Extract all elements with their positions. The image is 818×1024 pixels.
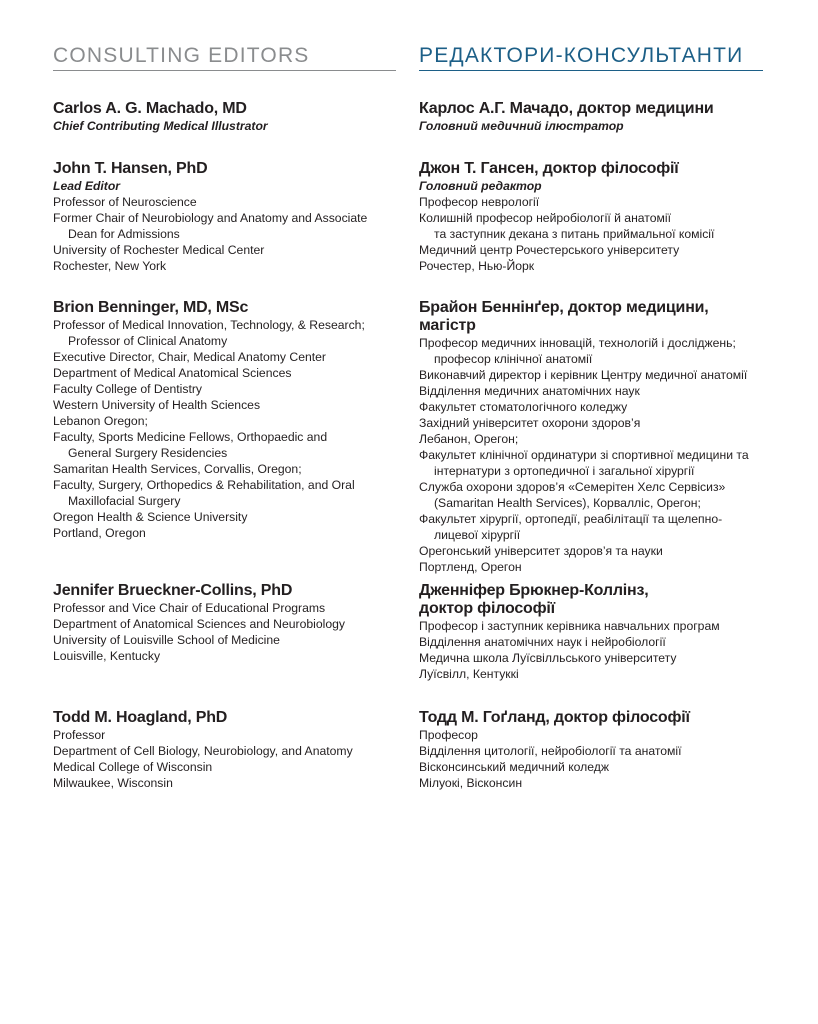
affiliation-line: Professor of Clinical Anatomy [68,334,228,348]
editor-name: Carlos A. G. Machado, MD [53,100,247,117]
editor-name: Карлос А.Г. Мачадо, доктор медицини [419,100,714,117]
affiliation-line: University of Rochester Medical Center [53,243,265,257]
affiliation-line: University of Louisville School of Medicine [53,633,280,647]
affiliation-line: Колишній професор нейробіології й анатомії [419,211,672,225]
affiliation-line: Відділення анатомічних наук і нейробіології [419,635,666,649]
affiliation-line: (Samaritan Health Services), Корвалліс, Орегон; [434,496,701,510]
affiliation-line: Professor of Medical Innovation, Technology, & Research; [53,318,365,332]
affiliation-line: Samaritan Health Services, Corvallis, Oregon; [53,462,302,476]
affiliation-line: Лебанон, Орегон; [419,432,519,446]
editor-name-continued: магістр [419,317,476,334]
affiliation-line: Louisville, Kentucky [53,649,161,663]
editor-entry-hansen-uk [419,160,764,274]
editor-role: Головний редактор [419,179,542,193]
affiliation-line: General Surgery Residencies [68,446,228,460]
editor-name: Todd M. Hoagland, PhD [53,709,228,726]
editor-name: Brion Benninger, MD, MSc [53,299,249,316]
editor-affiliations [419,335,764,575]
editor-role: Lead Editor [53,179,121,193]
editor-affiliations [419,727,764,791]
affiliation-line: Факультет клінічної ординатури зі спортивної медицини та [419,448,749,462]
affiliation-line: Lebanon Oregon; [53,414,148,428]
editor-entry-hansen-en [53,160,403,274]
affiliation-line: Відділення медичних анатомічних наук [419,384,640,398]
affiliation-line: Луїсвілл, Кентуккі [419,667,519,681]
affiliation-line: Portland, Oregon [53,526,146,540]
editor-affiliations [53,194,403,274]
editor-name: John T. Hansen, PhD [53,160,208,177]
affiliation-line: Oregon Health & Science University [53,510,248,524]
affiliation-line: професор клінічної анатомії [434,352,593,366]
affiliation-line: Професор неврології [419,195,540,209]
affiliation-line: Медична школа Луїсвілльського університету [419,651,677,665]
editor-role: Chief Contributing Medical Illustrator [53,119,268,133]
affiliation-line: Професор [419,728,478,742]
affiliation-line: Вісконсинський медичний коледж [419,760,610,774]
affiliation-line: Портленд, Орегон [419,560,522,574]
editor-name: Джон Т. Гансен, доктор філософії [419,160,679,177]
editor-entry-hoagland-uk [419,709,764,791]
affiliation-line: лицевої хірургії [434,528,521,542]
affiliation-line: Медичний центр Рочестерського університету [419,243,680,257]
editor-affiliations [53,727,403,791]
affiliation-line: Рочестер, Нью-Йорк [419,259,535,273]
editor-entry-machado-en [53,100,403,134]
affiliation-line: Department of Cell Biology, Neurobiology, and Anatomy [53,744,353,758]
affiliation-line: Орегонський університет здоров’я та науки [419,544,663,558]
affiliation-line: Служба охорони здоров’я «Семерітен Хелс Сервісиз» [419,480,726,494]
editor-name: Дженніфер Брюкнер-Коллінз, [419,582,649,599]
editor-name: Брайон Беннінґер, доктор медицини, [419,299,709,316]
editor-affiliations [53,317,403,541]
affiliation-line: Faculty, Sports Medicine Fellows, Orthopaedic and [53,430,328,444]
editor-entry-benninger-en [53,299,403,541]
editor-entry-hoagland-en [53,709,403,791]
affiliation-line: Department of Medical Anatomical Sciences [53,366,292,380]
editor-affiliations [419,194,764,274]
affiliation-line: Professor [53,728,106,742]
affiliation-line: Professor and Vice Chair of Educational Programs [53,601,326,615]
affiliation-line: Faculty, Surgery, Orthopedics & Rehabilitation, and Oral [53,478,355,492]
section-title-english: CONSULTING EDITORS [53,44,396,71]
affiliation-line: Виконавчий директор і керівник Центру медичної анатомії [419,368,748,382]
affiliation-line: Maxillofacial Surgery [68,494,181,508]
affiliation-line: Department of Anatomical Sciences and Neurobiology [53,617,345,631]
editor-role: Головний медичний ілюстратор [419,119,624,133]
affiliation-line: Professor of Neuroscience [53,195,197,209]
editor-name: Jennifer Brueckner-Collins, PhD [53,582,293,599]
editor-entry-benninger-uk [419,299,764,575]
affiliation-line: та заступник декана з питань приймальної комісії [434,227,715,241]
editor-name-continued: доктор філософії [419,600,555,617]
affiliation-line: Dean for Admissions [68,227,180,241]
editor-entry-machado-uk [419,100,764,134]
affiliation-line: Milwaukee, Wisconsin [53,776,173,790]
affiliation-line: Medical College of Wisconsin [53,760,213,774]
editor-name: Тодд М. Гоґланд, доктор філософії [419,709,690,726]
affiliation-line: Мілуокі, Вісконсин [419,776,523,790]
affiliation-line: Професор і заступник керівника навчальних програм [419,619,720,633]
affiliation-line: Executive Director, Chair, Medical Anatomy Center [53,350,326,364]
affiliation-line: Відділення цитології, нейробіології та анатомії [419,744,682,758]
affiliation-line: Western University of Health Sciences [53,398,261,412]
affiliation-line: інтернатури з ортопедичної і загальної хірургії [434,464,695,478]
affiliation-line: Факультет стоматологічного коледжу [419,400,628,414]
editor-affiliations [53,600,403,664]
affiliation-line: Професор медичних інновацій, технологій і досліджень; [419,336,736,350]
editor-entry-brueckner-uk [419,582,764,682]
affiliation-line: Faculty College of Dentistry [53,382,203,396]
affiliation-line: Факультет хірургії, ортопедії, реабілітації та щелепно- [419,512,723,526]
affiliation-line: Rochester, New York [53,259,167,273]
section-title-ukrainian: РЕДАКТОРИ-КОНСУЛЬТАНТИ [419,44,763,71]
editor-affiliations [419,618,764,682]
affiliation-line: Західний університет охорони здоров’я [419,416,641,430]
editor-entry-brueckner-en [53,582,403,664]
affiliation-line: Former Chair of Neurobiology and Anatomy and Associate [53,211,368,225]
